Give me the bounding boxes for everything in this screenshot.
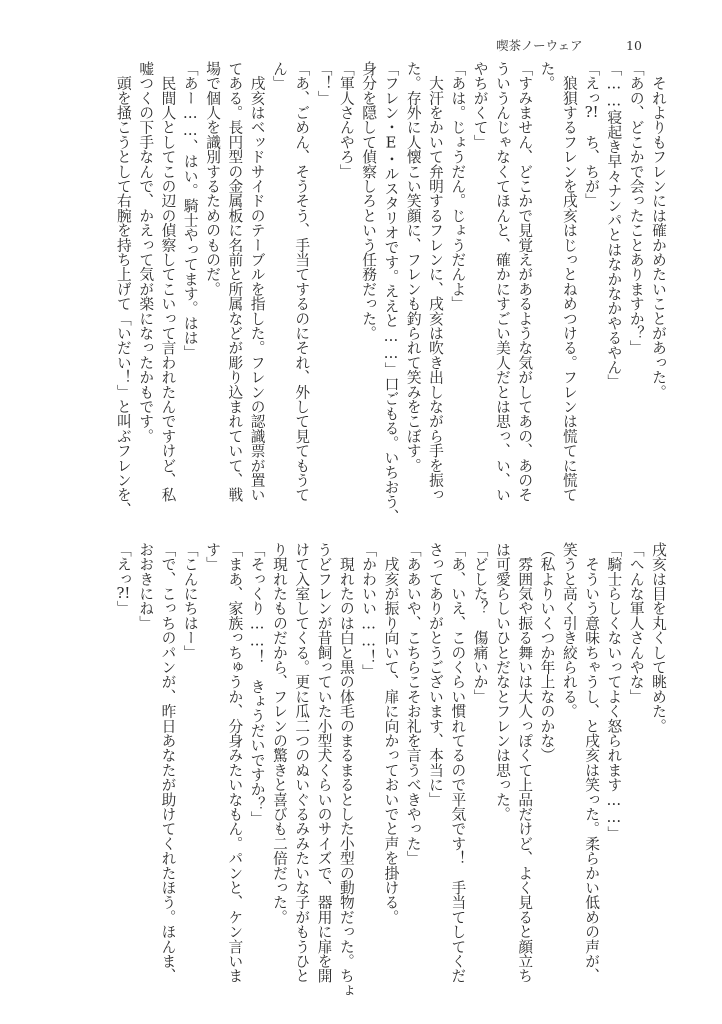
text-line: 頭を掻こうとして右腕を持ち上げて「いだい！」と叫ぶフレンを、 xyxy=(114,61,132,517)
text-line: 狼狽するフレンを戌亥はじっとねめつける。フレンは慌てに慌て xyxy=(560,61,578,502)
text-line: 「騎士らしくないってよく怒られます……」 xyxy=(605,542,623,841)
text-line: うどフレンが昔飼っていた小型犬くらいのサイズで、器用に扉を開 xyxy=(315,542,333,983)
text-line: 身分を隠して偵察しろという任務だった。 xyxy=(360,61,378,341)
lower-text-block xyxy=(112,542,669,998)
text-line: 戌亥が振り向いて、扉に向かっておいでと声を掛ける。 xyxy=(382,542,400,925)
text-line: てある。長円型の金属板に名前と所属などが彫り込まれていて、戦 xyxy=(226,61,244,502)
text-line: ん」 xyxy=(270,61,288,91)
text-line: それよりもフレンには確かめたいことがあった。 xyxy=(650,61,667,400)
text-line: 「どした？ 傷痛いか」 xyxy=(471,542,489,704)
running-header xyxy=(0,37,722,55)
text-line: （私よりいくつか年上なのかな） xyxy=(538,542,556,763)
text-line: 「かわいい……！」 xyxy=(360,542,378,679)
text-line: 「そっくり……！ きょうだいですか？」 xyxy=(248,542,266,826)
text-line: 「……寝起き早々ナンパとはなかなかやるやん」 xyxy=(605,61,623,389)
text-line: 「まあ、家族っちゅうか、分身みたいなもん。パンと、ケン言いま xyxy=(226,542,244,983)
text-line: 「フレン・E・ルスタリオです。ええと……」口ごもる。いちおう、 xyxy=(382,61,400,524)
text-line: り現れたものだから、フレンの驚きと喜びも二倍だった。 xyxy=(270,542,288,925)
text-line: おおきにね」 xyxy=(137,542,155,631)
text-line: そういう意味ちゃうし、と戌亥は笑った。柔らかい低めの声が、 xyxy=(583,542,601,983)
text-line: 「あ、いえ、このくらい慣れてるので平気です！ 手当てしてくだ xyxy=(449,542,467,983)
text-line: た。 xyxy=(538,61,556,91)
text-line: 民間人としてこの辺の偵察してこいって言われたんですけど、私 xyxy=(159,61,177,502)
text-line: 「あー……、はい。騎士やってます。はは」 xyxy=(181,61,199,360)
text-line: 「あ、ごめん、そうそう、手当てするのにそれ、外して見てもうて xyxy=(293,61,311,502)
text-line: やちがくて」 xyxy=(471,61,489,150)
text-line: 笑うと高く引き絞られる。 xyxy=(560,542,578,719)
text-line: 「！」 xyxy=(315,61,333,106)
text-line: 「えっ?! ち、ちが」 xyxy=(583,61,601,209)
text-line: 「へんな軍人さんやな」 xyxy=(627,542,645,704)
text-line: 現れたのは白と黒の体毛のまるまるとした小型の動物だった。ちょ xyxy=(337,542,355,998)
text-line: 「軍人さんやろ」 xyxy=(337,61,355,179)
text-line: ういうんじゃなくてほんと、確かにすごい美人だとは思っ、い、い xyxy=(493,61,511,502)
text-line: 戌亥はベッドサイドのテーブルを指した。フレンの認識票が置い xyxy=(248,61,266,502)
text-line: 「ああいや、こちらこそお礼を言うべきやった」 xyxy=(404,542,422,866)
text-line: 嘘つくの下手なんで、かえって気が楽になったかもです。 xyxy=(137,61,155,444)
upper-text-block xyxy=(112,61,669,524)
text-line: 「こんにちはー」 xyxy=(181,542,199,660)
text-line: 「あは。じょうだん。じょうだんよ」 xyxy=(449,61,467,311)
text-line: 「すみません、どこかで見覚えがあるような気がしてあの、あのそ xyxy=(516,61,534,502)
header-title: 喫茶ノーウェア xyxy=(496,38,583,53)
tcy-mark: ?! xyxy=(584,105,599,120)
text-line: けて入室してくる。更に瓜二つのぬいぐるみみたいな子がもうひと xyxy=(293,542,311,983)
text-line: は可愛らしいひとだなとフレンは思った。 xyxy=(493,542,511,822)
text-line: 「で、こっちのパンが、昨日あなたが助けてくれたほう。ほんま、 xyxy=(159,542,177,983)
text-line: た。存外に人懐こい笑顔に、フレンも釣られて笑みをこぼす。 xyxy=(404,61,422,473)
text-line: 大汗をかいて弁明するフレンに、戌亥は吹き出しながら手を振っ xyxy=(427,61,445,502)
text-line: 「えっ?!」 xyxy=(114,542,132,616)
page-number: 10 xyxy=(626,38,642,53)
tcy-mark: ?! xyxy=(116,586,131,601)
text-line: 雰囲気や振る舞いは大人っぽくて上品だけど、よく見ると顔立ち xyxy=(516,542,534,983)
text-line: 場で個人を識別するためのものだ。 xyxy=(204,61,222,297)
text-line: 戌亥は目を丸くして眺めた。 xyxy=(650,542,667,734)
text-line: さってありがとうございます、本当に」 xyxy=(427,542,445,807)
text-line: す」 xyxy=(204,542,222,572)
text-line: 「あの、どこかで会ったことありますか？」 xyxy=(627,61,645,355)
